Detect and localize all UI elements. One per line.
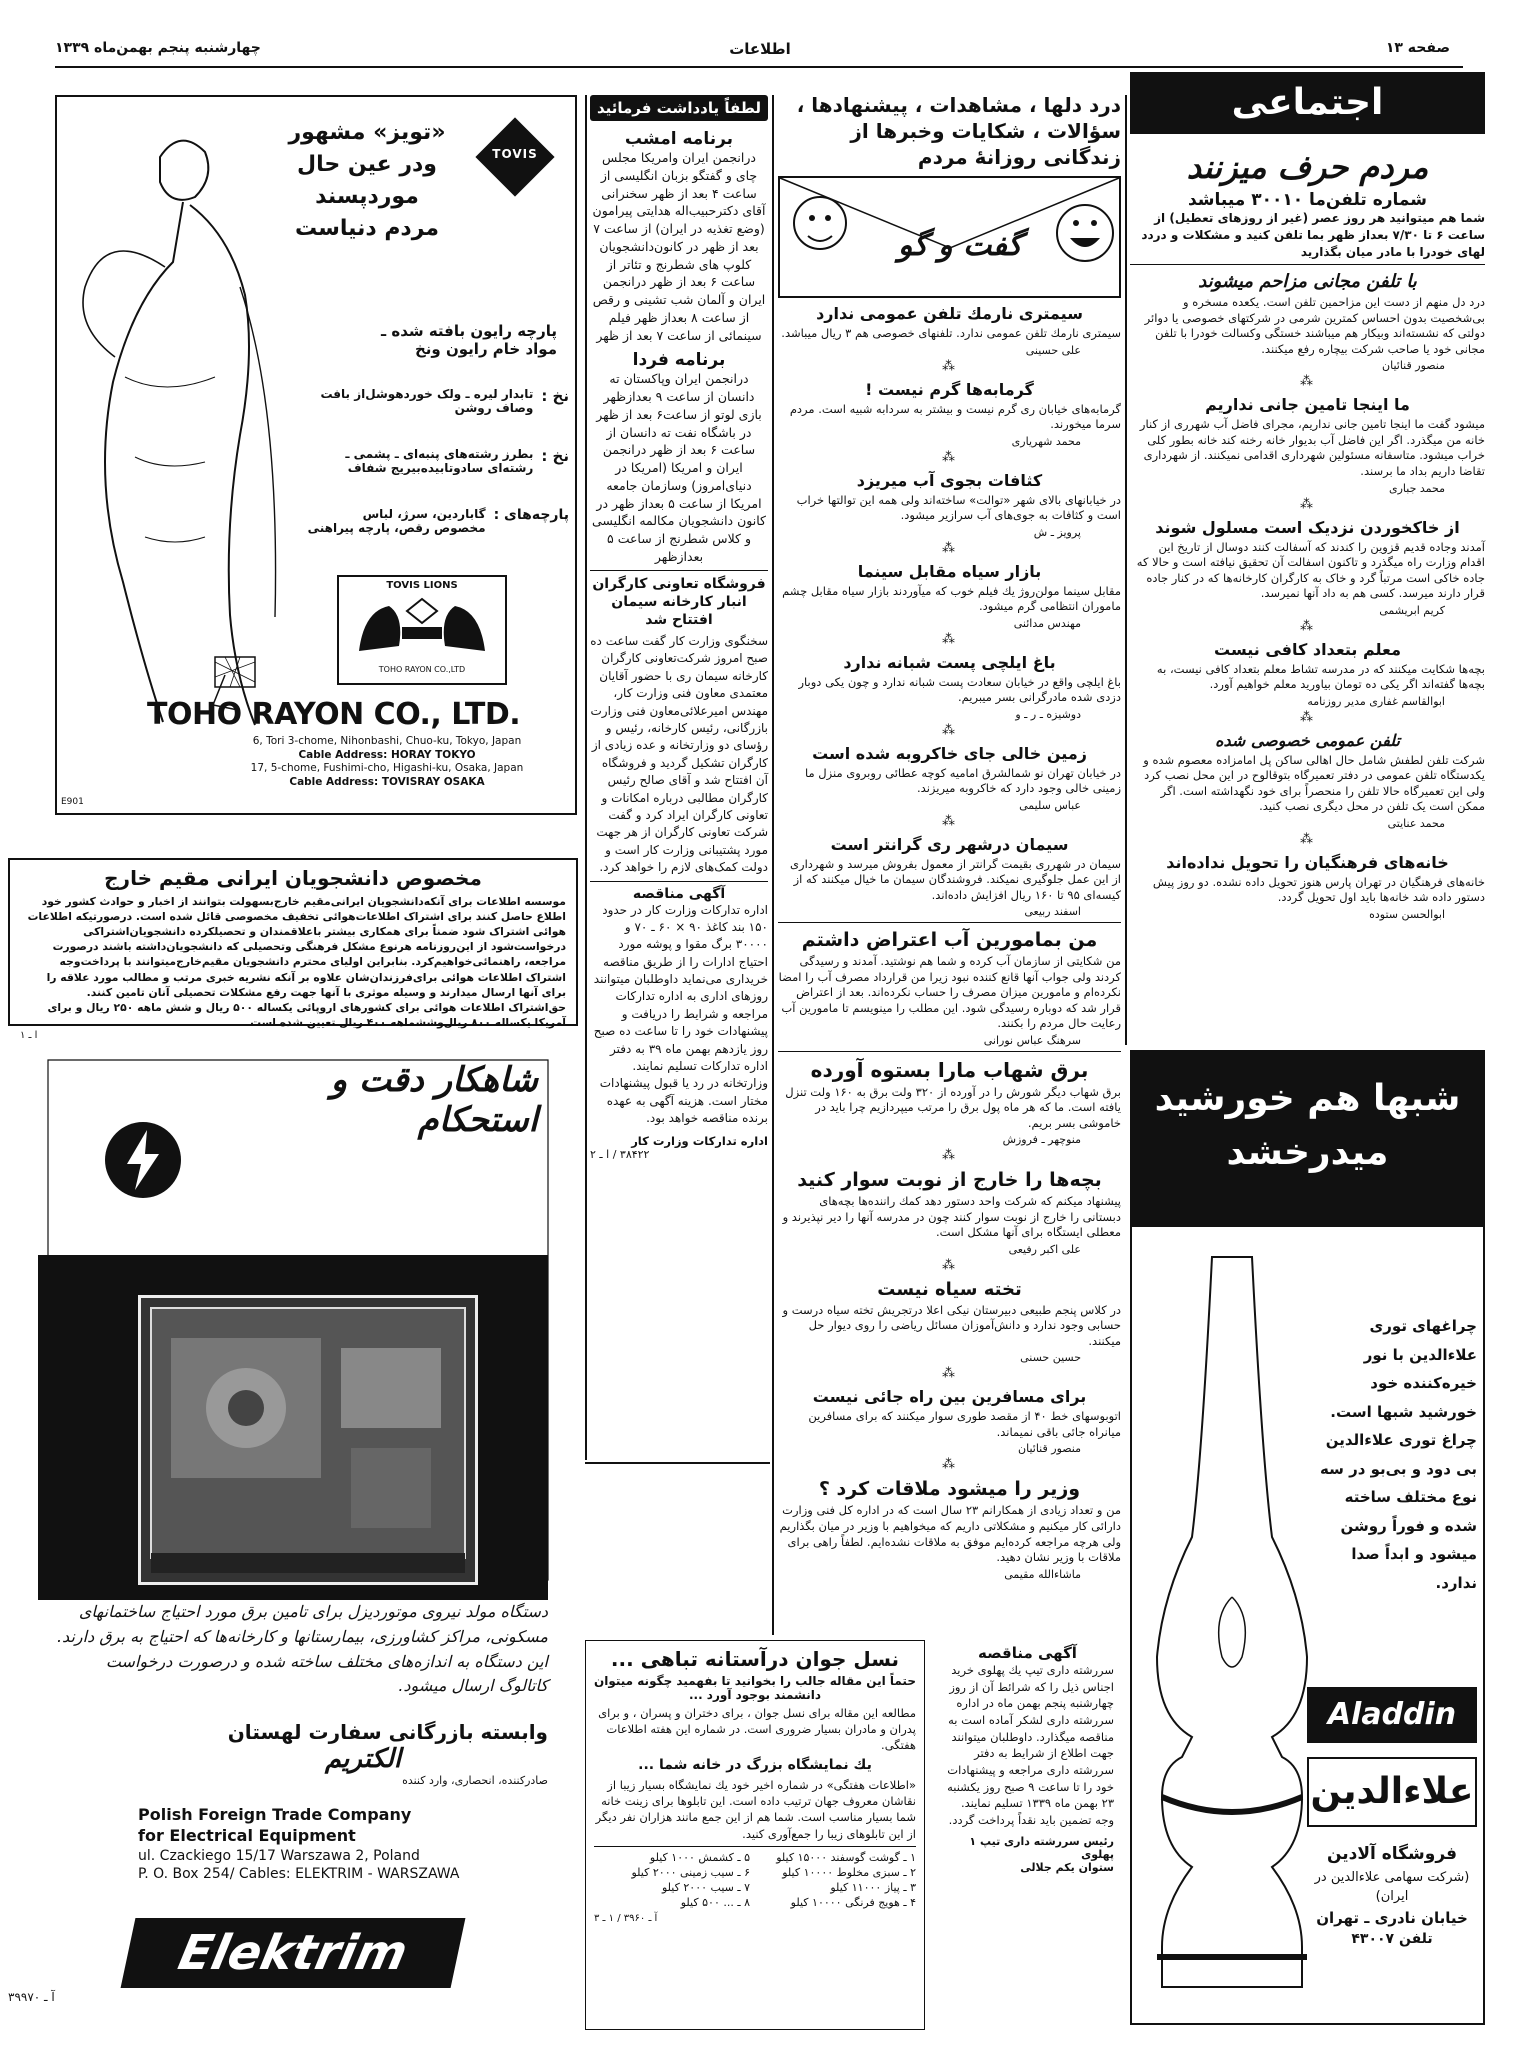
people-item-3 xyxy=(778,562,1121,630)
divider xyxy=(594,1846,916,1847)
complaint-author: سرهنگ عباس نورانی xyxy=(983,1033,1081,1047)
ejtemaei-column xyxy=(1130,72,1485,1047)
item-author: علی حسینی xyxy=(1025,343,1081,357)
column-rule xyxy=(585,95,587,1460)
item-author: محمد شهریاری xyxy=(1011,434,1081,448)
people-item-5 xyxy=(778,744,1121,812)
tovis-address: 6, Tori 3-chome, Nihonbashi, Chuo-ku, Tokyo, Japan Cable Address: HORAY TOKYO 17, 5-chome, Fushimi-cho, Higashi-ku, Osaka, Japan Cable Address: TOVISRAY OSAKA xyxy=(250,735,524,788)
divider xyxy=(590,570,768,571)
elektrim-desc: دستگاه مولد نیروی موتوردیزل برای تامین برق مورد احتیاج ساختمانهای مسکونی، مراکز کشاورزی، بیمارستانها و کارخانه‌ها که احتیاج به برق دارند. این دستگاه به اندازه‌های مختلف ساخته شده و درصورت درخواست کاتالوگ ارسال میشود. xyxy=(56,1602,548,1696)
youth-lead: حتماً این مقاله جالب را بخوانید تا بفهمید چگونه میتوان دانشمند بوجود آورد ... xyxy=(594,1674,916,1702)
item-text: در خیابان تهران نو شمالشرق امامیه کوچه عطائی روبروی منزل ما زمینی خالی وجود دارد که خاکروبه میریزند. xyxy=(804,765,1121,796)
tender1-title: آگهی مناقصه xyxy=(632,885,726,902)
tender2-body: سررشته داری تیپ یك پهلوی خرید اجناس ذیل را که شرائط آن از روز چهارشنبه پنجم بهمن ماه در اداره سررشته داری لشکر آماده است به مناقصه میگذارد. داوطلبان میتوانند جهت اطلاع از شرایط به دفتر سررشته داری مراجعه و پیشنهادات خود را تا ساعت ۹ صبح روز یکشنبه ۲۳ بهمن ماه ۱۳۳۹ تسلیم نمایند. وجه تضمین باید نقداً پرداخت گردد. xyxy=(947,1663,1114,1828)
food-item: ۶ ـ سیب زمینی ۲۰۰۰ کیلو xyxy=(631,1865,750,1879)
item-author: ابوالقاسم غفاری مدیر روزنامه xyxy=(1307,694,1445,708)
tovis-company: TOHO RAYON CO., LTD. xyxy=(147,697,521,732)
shahab-title: برق شهاب مارا بستوه آورده xyxy=(810,1057,1089,1082)
item-heading: بازار سیاه مقابل سینما xyxy=(857,561,1042,581)
item-text: بچه‌ها شکایت میکنند که در مدرسه تشاط معلم بتعداد کافی نیست، به بچه‌ها گفته‌اند اگر یکی ده تومان بیاورید معلم خواهیم آورد. xyxy=(1156,661,1485,692)
minister-author: ماشاءالله مقیمی xyxy=(1004,1567,1081,1581)
food-item: ۵ ـ کشمش ۱۰۰۰ کیلو xyxy=(649,1850,750,1864)
item-author: اسفند ربیعی xyxy=(1024,905,1081,919)
tomorrow-title: برنامه فردا xyxy=(632,350,726,371)
tovis-thread2: نخ : بطرز رشته‌های پنبه‌ای ـ پشمی ـ رشته‌ای سادوتابیده‌بیریج شفاف xyxy=(345,447,569,475)
tonight-title: برنامه امشب xyxy=(624,129,734,149)
item-heading: کثافات بجوی آب میریزد xyxy=(856,470,1043,490)
stars-divider: ⁂ xyxy=(1300,709,1315,725)
item-author: عباس سلیمی xyxy=(1019,798,1081,812)
generator-image xyxy=(138,1295,478,1585)
food-item: ۴ ـ هویج فرنگی ۱۰۰۰۰ کیلو xyxy=(790,1895,916,1909)
food-item: ۳ ـ پیاز ۱۱۰۰۰ کیلو xyxy=(830,1880,916,1894)
divider xyxy=(590,881,768,882)
item-author: دوشیزه ـ ر ـ و xyxy=(1015,707,1081,721)
stars-divider: ⁂ xyxy=(1300,496,1315,512)
stars-divider: ⁂ xyxy=(942,722,957,738)
item-author: محمد عنایتی xyxy=(1387,816,1445,830)
tovis-lions-badge: TOVIS LIONS TOHO RAYON CO.,LTD xyxy=(337,575,507,685)
tovis-ad xyxy=(55,95,577,815)
students-title: مخصوص دانشجویان ایرانی مقیم خارج xyxy=(104,866,482,890)
stars-divider: ⁂ xyxy=(942,1148,957,1164)
item-text: گرمابه‌های خیابان ری گرم نیست و بیشتر به سردابه شبیه است. مردم سرما میخورند. xyxy=(789,401,1121,432)
people-item-0 xyxy=(778,304,1121,357)
shahab-body: برق شهاب دیگر شورش را در آورده از ۳۲۰ ولت برق به ۱۶۰ ولت تنزل یافته است. ما که هر ماه پول برق را مرتب میپردازیم چرا باید در خاموشی بسر بریم. xyxy=(785,1084,1121,1130)
divider xyxy=(778,1051,1121,1052)
lightning-icon xyxy=(103,1120,183,1200)
item-heading: معلم بتعداد کافی نیست xyxy=(1214,639,1401,659)
elektrim-code: آ ـ ۳۹۹۷۰ xyxy=(8,1990,55,2004)
tovis-thread1: نخ : تابدار لیره ـ ولک خوردهوشل‌از بافت وصاف روشن xyxy=(320,387,569,415)
board-body: در کلاس پنجم طبیعی دبیرستان نیکی اعلا درتجریش تخته سیاه درست و حسابی وجود ندارد و دانش‌آموزان مسائل ریاضی را روی دیوار حل میکنند. xyxy=(782,1302,1121,1348)
item-text: باغ ایلچی واقع در خیابان سعادت پست شبانه ندارد و چون یکی دوبار دزدی شده مادرگرانی بسر میبریم. xyxy=(798,674,1121,705)
item-author: پرویز ـ ش xyxy=(1033,525,1081,539)
item-author: مهندس مدائنی xyxy=(1013,616,1081,630)
divider xyxy=(1130,264,1485,265)
section-rule xyxy=(585,1462,770,1464)
food-item: ۸ ـ ... ۵۰۰ کیلو xyxy=(680,1895,750,1909)
people-item-4 xyxy=(778,653,1121,721)
students-ad xyxy=(8,858,578,1041)
item-author: محمد جباری xyxy=(1388,481,1445,495)
tovis-slogan: «تویز» مشهور ودر عین حال موردپسند مردم دنیاست xyxy=(288,120,446,241)
youth-body: مطالعه این مقاله برای نسل جوان ، برای دختران و پسران ، و برای پدران و مادران بسیار ضروری است. در شماره این هفته اطلاعات هفتگی. xyxy=(598,1706,916,1753)
stars-divider: ⁂ xyxy=(942,813,957,829)
header-page: صفحه ۱۳ xyxy=(1385,40,1450,56)
tender2-sign1: رئیس سررشته داری تیپ ۱ پهلوی xyxy=(969,1834,1114,1861)
stars-divider: ⁂ xyxy=(942,358,957,374)
travel-title: برای مسافرین بین راه جائی نیست xyxy=(812,1387,1087,1407)
board-title: تخته سیاه نیست xyxy=(877,1278,1022,1300)
stars-divider: ⁂ xyxy=(942,540,957,556)
youth-code: آ ـ ۳۹۶۰ / ۱ ـ ۳ xyxy=(594,1912,658,1924)
elektrim-company: Polish Foreign Trade Company for Electrical Equipment ul. Czackiego 15/17 Warszawa 2, Poland P. O. Box 254/ Cables: ELEKTRIM - WARSZAWA xyxy=(138,1805,460,1882)
item-text: در خیابانهای بالای شهر «توالت» ساخته‌اند ولی همه این توالتها خراب است و کثافات به جوی‌های آب سرازیر میشود. xyxy=(796,492,1121,523)
item-text: مقابل سینما مولن‌روژ یك فیلم خوب که میآوردند بازار سیاه مقابل چشم ماموران انتظامی گرم میشود. xyxy=(782,583,1121,614)
ejtemaei-title: مردم حرف میزنند xyxy=(1186,148,1429,186)
item-heading: زمین خالی جای خاکروبه شده است xyxy=(812,743,1087,763)
ejtemaei-banner: اجتماعی xyxy=(1130,72,1485,134)
gofto-cartoon: گفت و گو xyxy=(778,176,1121,298)
lamp-icon xyxy=(1142,1237,1322,2007)
stars-divider: ⁂ xyxy=(942,449,957,465)
item-heading: خانه‌های فرهنگیان را تحویل نداده‌اند xyxy=(1166,852,1449,872)
item-text: آمدند وجاده قدیم قزوین را کندند که آسفالت کنند دوسال از تاریخ این اقدام وزارت راه میگذرد و تاکنون اسفالت آن تحقیق نیافته است و حالا که جاده خاکی است مرتباً گرد و خاک به کارگران کارخانه‌ها که در کنار جاده قرار دارند میرسد. کسی هم به داد آنها نمیرسد. xyxy=(1136,539,1485,601)
header-paper: اطلاعات xyxy=(729,40,791,58)
stars-divider: ⁂ xyxy=(1300,831,1315,847)
item-heading: از خاکخوردن نزدیک است مسلول شوند xyxy=(1155,517,1460,537)
column-rule xyxy=(1125,95,1127,1045)
tender2-ad xyxy=(935,1640,1120,2030)
people-item-6 xyxy=(778,835,1121,919)
food-item: ۱ ـ گوشت گوسفند ۱۵۰۰۰ کیلو xyxy=(776,1850,916,1864)
header-rule xyxy=(55,66,1463,68)
item-text: سیمتری نارمك تلفن عمومی ندارد. تلفنهای خصوصی هم ۳ ریال میباشد. xyxy=(781,326,1121,340)
item-author: منصور قنائیان xyxy=(1382,359,1445,373)
item-text: خانه‌های فرهنگیان در تهران پارس هنوز تحویل داده نشده. دو روز پیش دستور داده شد خانه‌ها باید اول تحویل گردد. xyxy=(1152,874,1485,905)
stars-divider: ⁂ xyxy=(942,1366,957,1382)
item-heading: گرمابه‌ها گرم نیست ! xyxy=(865,379,1034,399)
memo-banner: لطفاً یادداشت فرمائید xyxy=(590,95,768,121)
aladdin-ad xyxy=(1130,1050,1485,2025)
tomorrow-body: درانجمن ایران وپاکستان ته دانسان از ساعت ۹ بعدازظهر بازی لوتو از ساعت۶ بعد از ظهر در باشگاه نفت ته دانسان از ساعت ۶ بعد از ظهر درانجمن ایران و امریکا (امریکا در دنیای‌امروز) وسازمان جامعه امریکا از ساعت ۵ بعداز ظهر در کانون دانشجویان مکالمه انگلیسی و کلاس شطرنج از ساعت ۵ بعدازظهر xyxy=(592,371,766,564)
youth-ad xyxy=(585,1640,925,2030)
people-title: درد دلها ، مشاهدات ، پیشنهادها ، سؤالات ، شکایات وخبرها از زندگانی روزانهٔ مردم xyxy=(796,93,1121,169)
kids-author: علی اکبر رفیعی xyxy=(1008,1242,1081,1256)
shahab-author: منوچهر ـ فروزش xyxy=(1002,1133,1081,1147)
tender2-sign2: ستوان یکم جلالی xyxy=(1020,1860,1114,1874)
tovis-fabric: پارچه رایون بافته شده ـ مواد خام رایون ونخ xyxy=(380,322,557,358)
item-text: شرکت تلفن لطفش شامل حال اهالی ساکن پل امامزاده معصوم شده و یکدستگاه تلفن عمومی در دفتر تعمیرگاه بتوقالوح در این محل نصب کرد ولی این تعمیرگاه حالا تلفن را منحصراً برای خود نگهداشته است. اگر ممکن است یک تلفن در محل دیگری نصب کنید. xyxy=(1143,752,1485,814)
aladdin-brand-fa: علاءالدین xyxy=(1307,1757,1477,1827)
elektrim-brand: Elektrim xyxy=(121,1918,466,1988)
youth-title: نسل جوان درآستانه تباهی ... xyxy=(610,1647,900,1671)
item-text: میشود گفت ما اینجا تامین جانی نداریم، مجرای فاضل آب شهرری از کنار خانه من میگذرد. اگر این فاضل آب بدیوار خانه رخنه کند خانه بطور کلی خراب میشود. متاسفانه مسئولین شهرداری اقدامی نمیکنند. از شهرداری تقاضا داریم بداد ما برسند. xyxy=(1139,417,1485,478)
food-item: ۷ ـ سیب ۲۰۰۰ کیلو xyxy=(661,1880,750,1894)
coop-title: فروشگاه تعاونی کارگران انبار کارخانه سیمان افتتاح شد xyxy=(592,575,766,628)
stars-divider: ⁂ xyxy=(1300,618,1315,634)
youth-sub: یك نمایشگاه بزرگ در خانه شما ... xyxy=(638,1757,872,1774)
header-date: چهارشنبه پنجم بهمن‌ماه ۱۳۳۹ xyxy=(55,40,261,56)
elektrim-title: شاهکار دقت و استحکام xyxy=(330,1060,538,1140)
aladdin-title: شبها هم خورشید میدرخشد xyxy=(1132,1052,1483,1227)
students-body: موسسه اطلاعات برای آنکه‌دانشجویان ایرانی‌مقیم خارج‌بسهولت بتوانند از اخبار و حوادث کشور خود اطلاع حاصل کنند برای اشتراک اطلاعات‌هوائی تخفیف مخصوصی قائل شده است. درصورتیکه اطلاعات هوائی‌ اشتراک شود ضمناً برای همکاری بیشتر باعلاقمندان و تحصیلکرده دانشجویان‌اشتراکی درخواست‌شود از این‌روزنامه هرنوع مشکل فرهنگی وتحصیلی که دانشجویان‌داشته باشند درصورت مراجعه، راهنمائی‌خواهیم‌کرد. بنابراین اولیای‌ محترم دانشجویان مقیم‌خارج‌میتوانند‌ با‌ پرداخت‌وجه‌ اشتراک اطلاعات هوائی برای‌فرزندان‌شان علاوه بر آنکه نشریه خبری مرتب و مطالب مورد علاقه را برای آنها ارسال میدارند و وسیله موثری با آنها جهت رفع مشکلات تحصیلی آنان تامین کنند. xyxy=(27,895,566,999)
complaint-body: من شکایتی از سازمان آب کرده و شما هم نوشتید. آمدند و رسیدگی کردند ولی جواب آنها قانع کننده نبود زیرا من قرارداد مصرف آب را امضا نکرده‌ام و مامورین میزان مصرف را حساب نکرده‌اند. بعد از اعتراض قرار شد که دوباره رسیدگی شود. این مطلب را مینویسم تا مامورین آب رعایت حال مردم را بکنند. xyxy=(778,954,1121,1031)
tender1-sign: اداره تدارکات وزارت کار xyxy=(631,1133,768,1148)
ejtemaei-phone: شماره تلفن‌ما ۳۰۰۱۰ میباشد xyxy=(1187,190,1428,210)
item-author: کریم ابریشمی xyxy=(1379,603,1445,617)
tender2-title: آگهی مناقصه xyxy=(978,1644,1077,1662)
people-item-1 xyxy=(778,380,1121,448)
elektrim-ad xyxy=(8,1040,578,2020)
aladdin-body: چراغهای توری علاءالدین با نور خیره‌کننده خود خورشید شبها است. چراغ توری علاءالدین بی دود و بی‌بو در سه نوع مختلف ساخته شده و فوراً روشن میشود و ابداً صدا ندارد. xyxy=(1320,1317,1477,1592)
tonight-body: درانجمن ایران وامریکا مجلس چای و گفتگو بزبان انگلیسی از ساعت ۴ بعد از ظهر سخنرانی آقای دکترحبیب‌اله هدایتی پیرامون (وضع تغذیه در ایران) از ساعت ۷ بعد از ظهر در کانون‌دانشجویان کلوپ های شطرنج و تئاتر از ساعت ۶ بعد از ظهر درانجمن ایران و آلمان شب تشینی و رقص از ساعت ۸ بعداز ظهر فیلم سینمائی از ساعت ۷ بعد از ظهر xyxy=(592,150,766,343)
item-heading: تلفن عمومی خصوصی شده xyxy=(1215,730,1400,750)
generator-icon xyxy=(141,1298,475,1582)
lions-icon xyxy=(339,591,505,661)
travel-author: منصور قنائیان xyxy=(1018,1442,1081,1456)
board-author: حسین حسنی xyxy=(1020,1351,1081,1365)
tender1-code: ۳۸۴۲۲ / ا ـ ۲ xyxy=(590,1147,650,1161)
people-column xyxy=(778,92,1121,1632)
fashion-sketch xyxy=(65,117,295,737)
memo-column xyxy=(590,95,768,1455)
tovis-logo: TOVIS xyxy=(475,117,555,197)
ejtemaei-phone-body: شما هم میتوانید هر روز عصر (غیر از روزهای تعطیل) از ساعت ۶ تا ۷/۳۰ بعداز ظهر بما تلفن کنید و مشکلات و دردد لهای خودرا با مادر میان بگذارید xyxy=(1141,211,1485,259)
item-heading: ما اینجا تامین جانی نداریم xyxy=(1205,395,1410,415)
minister-body: من و تعداد زیادی از همکارانم ۲۳ سال است که در اداره کل فنی وزارت دارائی کار میکنیم و مشکلاتی داریم که میخواهیم با وزیر در میان بگذاریم ولی هرچه مراجعه کرده‌ایم موفق به ملاقات نشده‌ایم. لطفاً راهی برای ملاقات با وزیر نشان دهید. xyxy=(779,1503,1121,1565)
kids-title: بچه‌ها را خارج از نوبت سوار کنید xyxy=(797,1169,1102,1192)
youth-sub-body: «اطلاعات هفتگی» در شماره اخیر خود یك نمایشگاه بسیار زیبا از نقاشان معروف جهان ترتیب داده است. این تابلوها برای زینت خانه شما بسیار مناسب است. شما هم از این جمع مانند هزاران نفر دیگر از این تابلوهای زیبا را جمع‌آوری کنید. xyxy=(595,1778,916,1841)
stars-divider: ⁂ xyxy=(942,631,957,647)
item-heading: با تلفن مجانی مزاحم میشوند xyxy=(1198,271,1417,293)
divider xyxy=(778,922,1121,923)
tovis-fabrics: پارچه‌های : گاباردین، سرژ، لباس مخصوص رقص، پارچه پیراهنی xyxy=(307,507,569,535)
item-text: سیمان در شهرری بقیمت گرانتر از معمول بفروش میرسد و شهرداری از این عمل جلوگیری نمیکند. فروشندگان سیمان ما خیال میکنند که از کیسه‌ای ۹۵ تا ۱۶۰ ریال افزایش داده‌اند. xyxy=(790,856,1121,902)
aladdin-store: فروشگاه آلادین (شرکت سهامی علاءالدین در ایران) خیابان نادری ـ تهران تلفن ۴۳۰۰۷ xyxy=(1314,1844,1470,1947)
students-price: حق‌اشتراک اطلاعات هوائی برای کشورهای اروپائی یکساله ۵۰۰ ریال و شش ماهه ۲۵۰ ریال و برای آمریکا یکساله ۸۰۰ ریال‌وششماهه ۴۰۰ ریال تعیین شده است xyxy=(47,1000,566,1029)
elektrim-agent: وابسته بازرگانی سفارت لهستان الکتریم صادرکننده، انحصاری، وارد کننده xyxy=(227,1720,548,1787)
column-rule xyxy=(772,95,774,1635)
coop-body: سخنگوی وزارت کار گفت ساعت ده صبح امروز شرکت‌تعاونی کارگران کارخانه سیمان ری با حضور آقایان معتمدی معاون فنی وزارت کار، مهندس امیرعلائی‌معاون فنی وزارت بازرگانی، رئیس کارخانه، رئیس و رؤسای دو وزارتخانه و عده زیادی از کارگران تشکیل گردید و فروشگاه آن افتتاح شد و آقای صالح رئیس کارگران مطالبی درباره امکانات و تعاونی کارگران ایراد کرد و گفت شرکت تعاونی کارگران از هر جهت مورد پشتیبانی وزارت کار است و دولت کمک‌های لازم را خواهد کرد. xyxy=(590,634,768,875)
aladdin-brand: Aladdin xyxy=(1307,1687,1477,1743)
item-heading: سیمتری نارمك تلفن عمومی ندارد xyxy=(816,304,1083,323)
stars-divider: ⁂ xyxy=(942,1457,957,1473)
tovis-code: E901 xyxy=(61,797,84,807)
minister-title: وزیر را میشود ملاقات کرد ؟ xyxy=(818,1478,1081,1501)
item-text: درد دل منهم از دست این مزاحمین تلفن است. یکعده مسخره و بی‌شخصیت بدون احساس کمترین شرمی در شرکتهای خصوصی یا دوائر دولتی که نشسته‌اند وبیکار هم میباشند خستگی وکسالت خودرا با تلفن مجانی خود یا صاحب شرکت بیچاره رفع میکنند. xyxy=(1144,295,1485,356)
item-heading: باغ ایلچی پست شبانه ندارد xyxy=(843,652,1056,672)
item-author: ابوالحسن ستوده xyxy=(1369,907,1445,921)
travel-body: اتوبوسهای خط ۴۰ از مقصد طوری سوار میکنند که برای مسافرین میانراه جائی باقی نمیماند. xyxy=(808,1409,1121,1439)
people-item-2 xyxy=(778,471,1121,539)
food-item: ۲ ـ سبزی مخلوط ۱۰۰۰۰ کیلو xyxy=(782,1865,916,1879)
complaint-title: من بمامورین آب اعتراض داشتم xyxy=(801,929,1098,952)
stars-divider: ⁂ xyxy=(942,1257,957,1273)
item-heading: سیمان درشهر ری گرانتر است xyxy=(830,834,1069,854)
stars-divider: ⁂ xyxy=(1300,374,1315,390)
students-code: ا ـ ۱ xyxy=(20,1029,38,1041)
tender1-body: اداره تدارکات وزارت کار در حدود ۱۵۰ بند کاغذ ۹۰ × ۶۰ ـ ۷۰ و ۳۰۰۰۰ برگ مقوا و پوشه مورد احتیاج ادارات را از طریق مناقصه خریداری می‌نماید داوطلبان میتوانند روزهای اداری به اداره تدارکات مراجعه و شرایط را دریافت و پیشنهادات خود را تا ساعت ده صبح روز یازدهم بهمن ماه ۳۹ به دفتر اداره تدارکات تسلیم نمایند. وزارتخانه در رد یا قبول پیشنهادات مختار است. هزینه آگهی به عهده برنده مناقصه خواهد بود. xyxy=(593,902,768,1126)
kids-body: پیشنهاد میکنم که شرکت واحد دستور دهد کمك راننده‌ها بچه‌های دبستانی را خارج از نوبت سوار کنند چون در مدرسه آنها را دیر نپذیرند و معطلی ایستگاه برای آنها مشکل است. xyxy=(782,1194,1121,1240)
food-items xyxy=(594,1851,916,1909)
